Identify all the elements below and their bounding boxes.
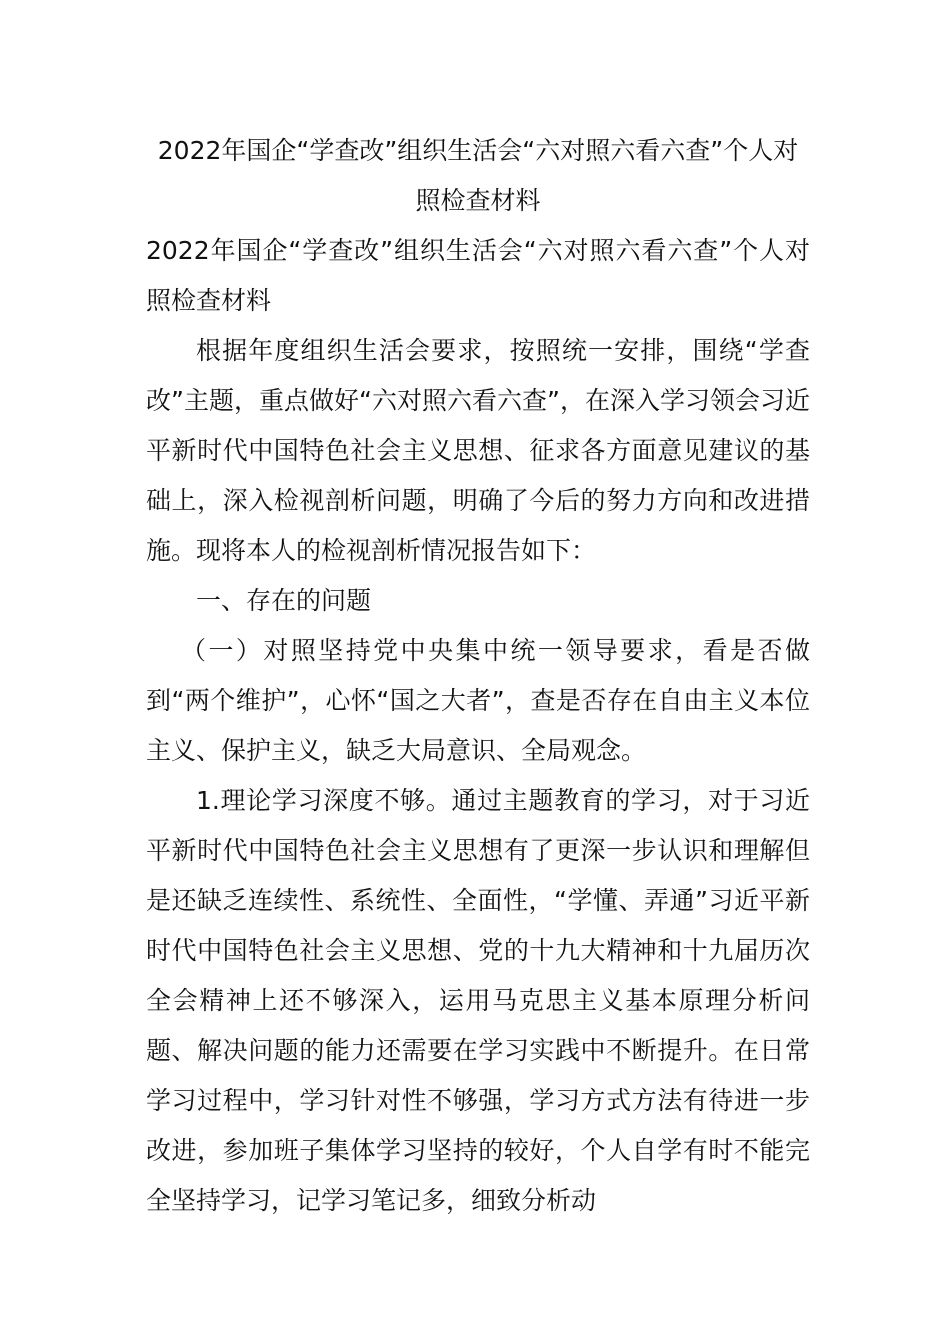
item-paragraph-1: 1.理论学习深度不够。通过主题教育的学习，对于习近平新时代中国特色社会主义思想有了更深一步认识和理解但是还缺乏连续性、系统性、全面性，“学懂、弄通”习近平新时代中国特色社会主义思想、党的十九大精神和十九届历次全会精神上还不够深入，运用马克思主义基本原理分析问题、解决问题的能力还需要在学习实践中不断提升。在日常学习过程中，学习针对性不够强，学习方式方法有待进一步改进，参加班子集体学习坚持的较好，个人自学有时不能完全坚持学习，记学习笔记多，细致分析动 xyxy=(146,786,810,1215)
subsection-heading-1: （一）对照坚持党中央集中统一领导要求，看是否做到“两个维护”，心怀“国之大者”，查是否存在自由主义本位主义、保护主义，缺乏大局意识、全局观念。 xyxy=(146,636,810,765)
document-title: 2022年国企“学查改”组织生活会“六对照六看六查”个人对照检查材料 xyxy=(157,136,799,215)
document-body xyxy=(146,126,810,1226)
section-heading-problems: 一、存在的问题 xyxy=(196,586,372,615)
intro-paragraph: 根据年度组织生活会要求，按照统一安排，围绕“学查改”主题，重点做好“六对照六看六查”，在深入学习领会习近平新时代中国特色社会主义思想、征求各方面意见建议的基础上，深入检视剖析问题，明确了今后的努力方向和改进措施。现将本人的检视剖析情况报告如下： xyxy=(146,336,810,565)
document-title-repeat: 2022年国企“学查改”组织生活会“六对照六看六查”个人对照检查材料 xyxy=(146,236,810,315)
